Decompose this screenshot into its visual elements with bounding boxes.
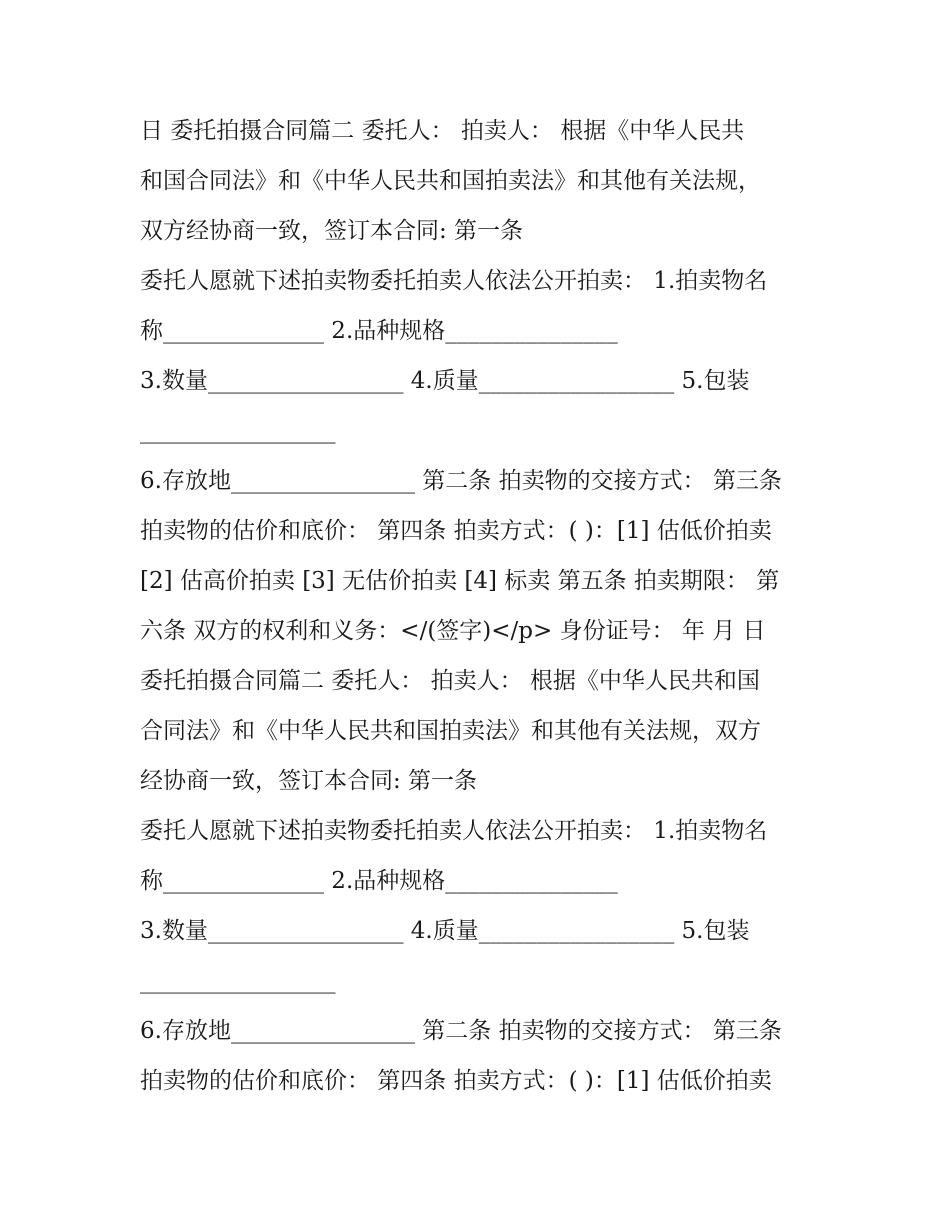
document-body bbox=[140, 106, 820, 1106]
text-line: 3.数量_________________ 4.质量_________________ 5.包装 bbox=[140, 918, 750, 944]
text-line: 合同法》和《中华人民共和国拍卖法》和其他有关法规，双方 bbox=[140, 718, 761, 744]
text-line: 拍卖物的估价和底价： 第四条 拍卖方式：( )：[1] 估低价拍卖 bbox=[140, 1068, 772, 1094]
text-line: 委托人愿就下述拍卖物委托拍卖人依法公开拍卖： 1.拍卖物名 bbox=[140, 268, 768, 294]
text-line: 称______________ 2.品种规格_______________ bbox=[140, 318, 618, 344]
text-line: _________________ bbox=[140, 418, 336, 444]
text-line: _________________ bbox=[140, 968, 336, 994]
text-line: 日 委托拍摄合同篇二 委托人： 拍卖人： 根据《中华人民共 bbox=[140, 118, 745, 144]
text-line: 6.存放地________________ 第二条 拍卖物的交接方式： 第三条 bbox=[140, 1018, 782, 1044]
text-line: 双方经协商一致，签订本合同: 第一条 bbox=[140, 218, 524, 244]
text-line: 称______________ 2.品种规格_______________ bbox=[140, 868, 618, 894]
text-line: 委托拍摄合同篇二 委托人： 拍卖人： 根据《中华人民共和国 bbox=[140, 668, 760, 694]
text-line: [2] 估高价拍卖 [3] 无估价拍卖 [4] 标卖 第五条 拍卖期限： 第 bbox=[140, 568, 780, 594]
text-line: 和国合同法》和《中华人民共和国拍卖法》和其他有关法规， bbox=[140, 168, 761, 194]
text-line: 6.存放地________________ 第二条 拍卖物的交接方式： 第三条 bbox=[140, 468, 782, 494]
text-line: 六条 双方的权利和义务：</(签字)</p> 身份证号： 年 月 日 bbox=[140, 618, 766, 644]
text-line: 经协商一致，签订本合同: 第一条 bbox=[140, 768, 478, 794]
text-line: 委托人愿就下述拍卖物委托拍卖人依法公开拍卖： 1.拍卖物名 bbox=[140, 818, 768, 844]
text-line: 拍卖物的估价和底价： 第四条 拍卖方式：( )：[1] 估低价拍卖 bbox=[140, 518, 772, 544]
text-line: 3.数量_________________ 4.质量_________________ 5.包装 bbox=[140, 368, 750, 394]
